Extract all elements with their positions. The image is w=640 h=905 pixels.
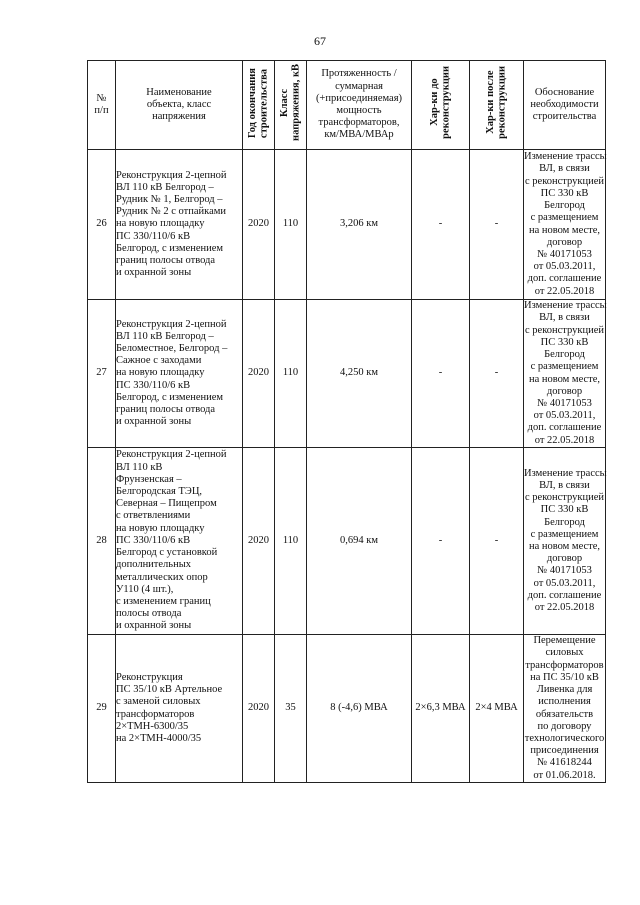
- object-name: Реконструкция 2-цепной ВЛ 110 кВ Фрунзенская – Белгородская ТЭЦ, Северная – Пищепром с ответвлениями на новую площадку ПС 330/110/6 кВ Белгород с установкой дополнительных металлических опор У110 (4 шт.), с изменением границ полосы отвода и охранной зоны: [116, 448, 243, 635]
- table-row: [88, 635, 606, 783]
- length-capacity: 3,206 км: [307, 150, 412, 300]
- table-row: [88, 300, 606, 448]
- table-row: [88, 448, 606, 635]
- specs-after: -: [470, 448, 524, 635]
- header-row: [88, 61, 606, 150]
- justification: Изменение трассы ВЛ, в связи с реконструкцией ПС 330 кВ Белгород с размещением на новом месте, договор № 40171053 от 05.03.2011, доп. соглашение от 22.05.2018: [524, 150, 606, 300]
- table-body: [88, 150, 606, 783]
- specs-after: -: [470, 150, 524, 300]
- row-number: 29: [88, 635, 116, 783]
- completion-year: 2020: [243, 300, 275, 448]
- voltage-class: 110: [275, 150, 307, 300]
- justification: Изменение трассы ВЛ, в связи с реконструкцией ПС 330 кВ Белгород с размещением на новом месте, договор № 40171053 от 05.03.2011, доп. соглашение от 22.05.2018: [524, 300, 607, 446]
- header-voltage: Класс напряжения, кВ: [275, 61, 307, 150]
- row-number: 26: [88, 150, 116, 300]
- specs-after: -: [470, 300, 524, 448]
- specs-before: -: [412, 300, 470, 448]
- header-after: Хар-ки после реконструкции: [470, 61, 524, 150]
- header-name: Наименование объекта, класс напряжения: [116, 61, 243, 150]
- header-justification: Обоснование необходимости строительства: [524, 61, 606, 150]
- specs-after: 2×4 МВА: [470, 635, 524, 783]
- length-capacity: 0,694 км: [307, 448, 412, 635]
- object-name: Реконструкция ПС 35/10 кВ Артельное с заменой силовых трансформаторов 2×ТМН-6300/35 на 2×ТМН-4000/35: [116, 635, 243, 783]
- header-year: Год окончания строительства: [243, 61, 275, 150]
- objects-table: [87, 60, 606, 783]
- specs-before: -: [412, 150, 470, 300]
- page-number: 67: [314, 34, 326, 48]
- object-name: Реконструкция 2-цепной ВЛ 110 кВ Белгород – Беломестное, Белгород – Сажное с заходами на новую площадку ПС 330/110/6 кВ Белгород, с изменением границ полосы отвода и охранной зоны: [116, 300, 243, 448]
- object-name: Реконструкция 2-цепной ВЛ 110 кВ Белгород – Рудник № 1, Белгород – Рудник № 2 с отпайками на новую площадку ПС 330/110/6 кВ Белгород, с изменением границ полосы отвода и охранной зоны: [116, 150, 243, 300]
- completion-year: 2020: [243, 635, 275, 783]
- header-num: № п/п: [88, 61, 116, 150]
- table-row: [88, 150, 606, 300]
- header-before: Хар-ки до реконструкции: [412, 61, 470, 150]
- justification: Перемещение силовых трансформаторов на ПС 35/10 кВ Ливенка для исполнения обязательств по договору технологического присоединения № 41618244 от 01.06.2018.: [524, 635, 605, 781]
- length-capacity: 4,250 км: [307, 300, 412, 448]
- specs-before: 2×6,3 МВА: [412, 635, 470, 783]
- justification: Изменение трассы ВЛ, в связи с реконструкцией ПС 330 кВ Белгород с размещением на новом месте, договор № 40171053 от 05.03.2011, доп. соглашение от 22.05.2018: [524, 448, 606, 635]
- voltage-class: 110: [275, 300, 307, 448]
- voltage-class: 110: [275, 448, 307, 635]
- completion-year: 2020: [243, 448, 275, 635]
- specs-before: -: [412, 448, 470, 635]
- voltage-class: 35: [275, 635, 307, 783]
- length-capacity: 8 (-4,6) МВА: [307, 635, 412, 783]
- row-number: 28: [88, 448, 116, 635]
- completion-year: 2020: [243, 150, 275, 300]
- row-number: 27: [88, 300, 116, 448]
- header-length: Протяженность / суммарная (+присоединяемая) мощность трансформаторов, км/МВА/МВАр: [307, 61, 412, 150]
